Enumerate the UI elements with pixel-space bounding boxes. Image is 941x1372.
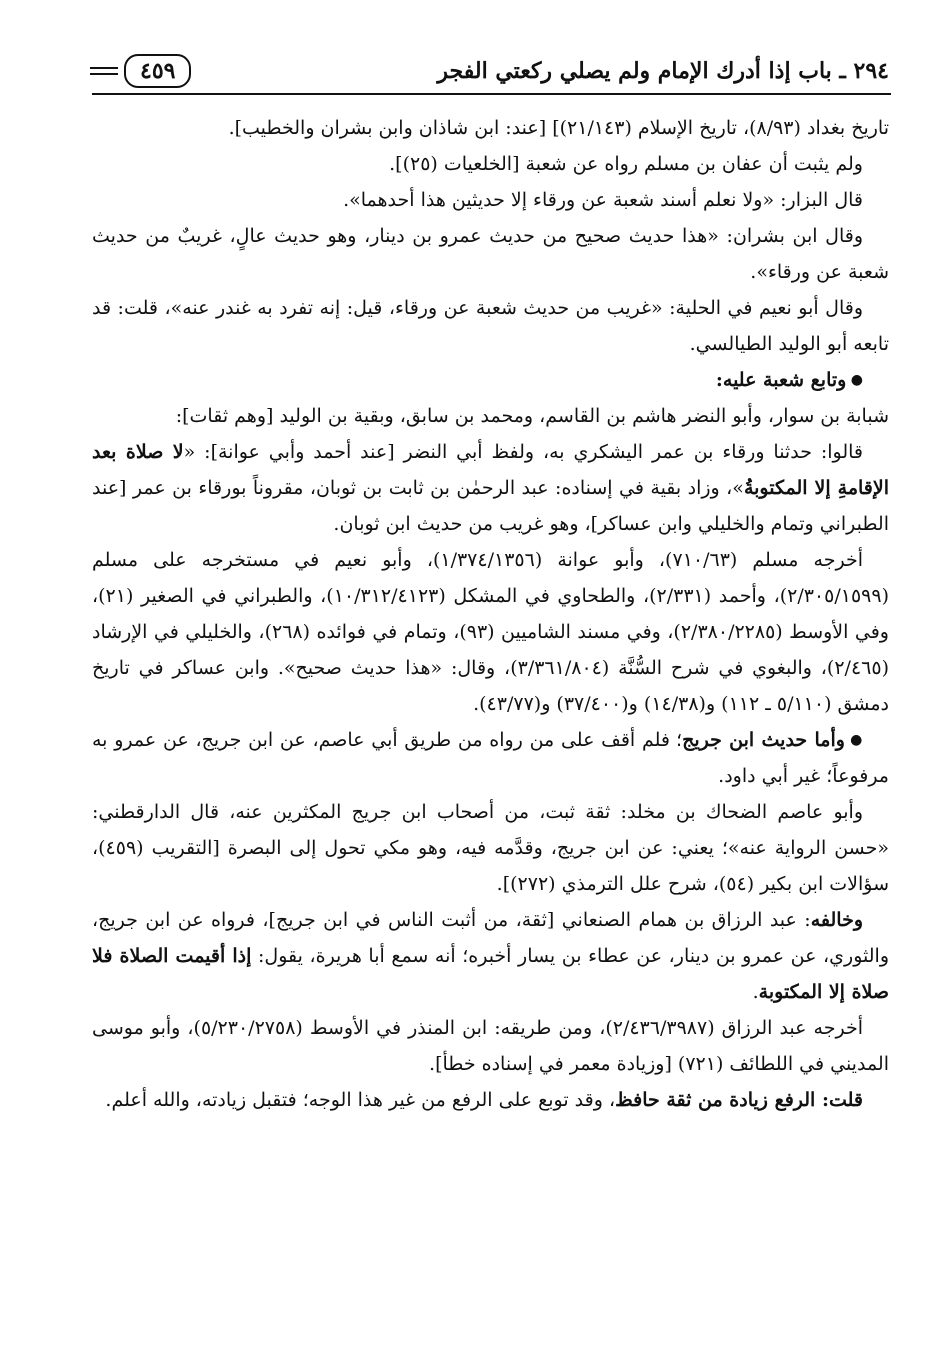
text-run: . — [752, 981, 759, 1003]
text-run: ، وقد توبع على الرفع من غير هذا الوجه؛ فتقبل زيادته، والله أعلم. — [105, 1089, 616, 1111]
page-body — [92, 110, 889, 1118]
text-run: ؛ فلم أقف على من رواه من طريق أبي عاصم، عن ابن جريج، عن عمرو به مرفوعاً؛ غير أبي داود. — [92, 729, 889, 787]
text-run: قال البزار: «ولا نعلم أسند شعبة عن ورقاء إلا حديثين هذا أحدهما». — [343, 189, 863, 211]
paragraph-p7 — [92, 398, 889, 434]
paragraph-p12 — [92, 902, 889, 1010]
running-head: ٢٩٤ ـ باب إذا أدرك الإمام ولم يصلي ركعتي الفجر — [437, 58, 889, 84]
bold-text: وخالفه — [810, 909, 863, 931]
text-run: قالوا: حدثنا ورقاء بن عمر اليشكري به، ولفظ أبي النضر [عند أحمد وأبي عوانة]: « — [183, 441, 863, 463]
paragraph-p13 — [92, 1010, 889, 1082]
paragraph-p11 — [92, 794, 889, 902]
page-number: ٤٥٩ — [124, 54, 191, 88]
text-run: : عبد الرزاق بن همام الصنعاني [ثقة، من أثبت الناس في ابن جريج]، فرواه عن ابن جريج، والثوري، عن عمرو بن دينار، عن عطاء بن يسار أخبره؛ أنه سمع أبا هريرة، يقول: — [92, 909, 890, 967]
paragraph-p9 — [92, 542, 889, 722]
paragraph-p6 — [92, 362, 889, 398]
paragraph-p8 — [92, 434, 889, 542]
text-run: »، وزاد بقية في إسناده: عبد الرحمٰن بن ثابت بن ثوبان، مقروناً بورقاء بن عمر [عند الطبراني وتمام والخليلي وابن عساكر]، وهو غريب من حديث ابن ثوبان. — [92, 477, 889, 535]
page-header — [90, 52, 889, 90]
text-run: تاريخ بغداد (٨/٩٣)، تاريخ الإسلام (٢١/١٤٣)] [عند: ابن شاذان وابن بشران والخطيب]. — [228, 117, 889, 139]
bold-text: قلت: الرفع زيادة من ثقة حافظ — [615, 1089, 863, 1111]
text-run: أخرجه مسلم (٧١٠/٦٣)، وأبو عوانة (١/٣٧٤/١٣٥٦)، وأبو نعيم في مستخرجه على مسلم (٢/٣٠٥/١٥٩٩)، وأحمد (٢/٣٣١)، والطحاوي في المشكل (١٠/٣١٢/٤١٢٣)، والطبراني في الصغير (٢١)، وفي الأوسط (٢/٣٨٠/٢٢٨٥)، وفي مسند الشاميين (٩٣)، وتمام في فوائده (٢٦٨)، والخليلي في الإرشاد (٢/٤٦٥)، والبغوي في شرح السُّنَّة (٣/٣٦١/٨٠٤)، وقال: «هذا حديث صحيح». وابن عساكر في تاريخ دمشق (٥/١١٠ ـ ١١٢) و(١٤/٣٨) و(٣٧/٤٠٠) و(٤٣/٧٧). — [92, 549, 889, 715]
text-run: وتابع شعبة عليه: — [715, 369, 847, 391]
text-run: وقال ابن بشران: «هذا حديث صحيح من حديث عمرو بن دينار، وهو حديث عالٍ، غريبٌ من حديث شعبة عن ورقاء». — [92, 225, 889, 283]
bold-text: لا صلاة بعد الإقامةِ إلا المكتوبةُ — [92, 441, 890, 499]
paragraph-p4 — [92, 218, 889, 290]
bold-text: إذا أقيمت الصلاة فلا صلاة إلا المكتوبة — [92, 945, 889, 1003]
text-run: ولم يثبت أن عفان بن مسلم رواه عن شعبة [الخلعيات (٢٥)]. — [389, 153, 863, 175]
paragraph-p5 — [92, 290, 889, 362]
paragraph-p1 — [92, 110, 889, 146]
text-run: وقال أبو نعيم في الحلية: «غريب من حديث شعبة عن ورقاء، قيل: إنه تفرد به غندر عنه»، قلت: قد تابعه أبو الوليد الطيالسي. — [92, 297, 889, 355]
text-run: وأبو عاصم الضحاك بن مخلد: ثقة ثبت، من أصحاب ابن جريج المكثرين عنه، قال الدارقطني: «حسن الرواية عنه»؛ يعني: عن ابن جريج، وقدَّمه فيه، وهو مكي تحول إلى البصرة [التقريب (٤٥٩)، سؤالات ابن بكير (٥٤)، شرح علل الترمذي (٢٧٢)]. — [92, 801, 889, 895]
paragraph-p10 — [92, 722, 889, 794]
left-rule-decoration — [90, 67, 118, 75]
paragraph-p3 — [92, 182, 889, 218]
page-number-ornament — [90, 54, 191, 88]
header-divider — [92, 93, 891, 95]
text-run: أخرجه عبد الرزاق (٢/٤٣٦/٣٩٨٧)، ومن طريقه: ابن المنذر في الأوسط (٥/٢٣٠/٢٧٥٨)، وأبو موسى المديني في اللطائف (٧٢١) [وزيادة معمر في إسناده خطأ]. — [92, 1017, 889, 1075]
bold-text: وأما حديث ابن جريج — [682, 729, 845, 751]
text-run: شبابة بن سوار، وأبو النضر هاشم بن القاسم، ومحمد بن سابق، وبقية بن الوليد [وهم ثقات]: — [175, 405, 889, 427]
paragraph-p14 — [92, 1082, 889, 1118]
paragraph-p2 — [92, 146, 889, 182]
